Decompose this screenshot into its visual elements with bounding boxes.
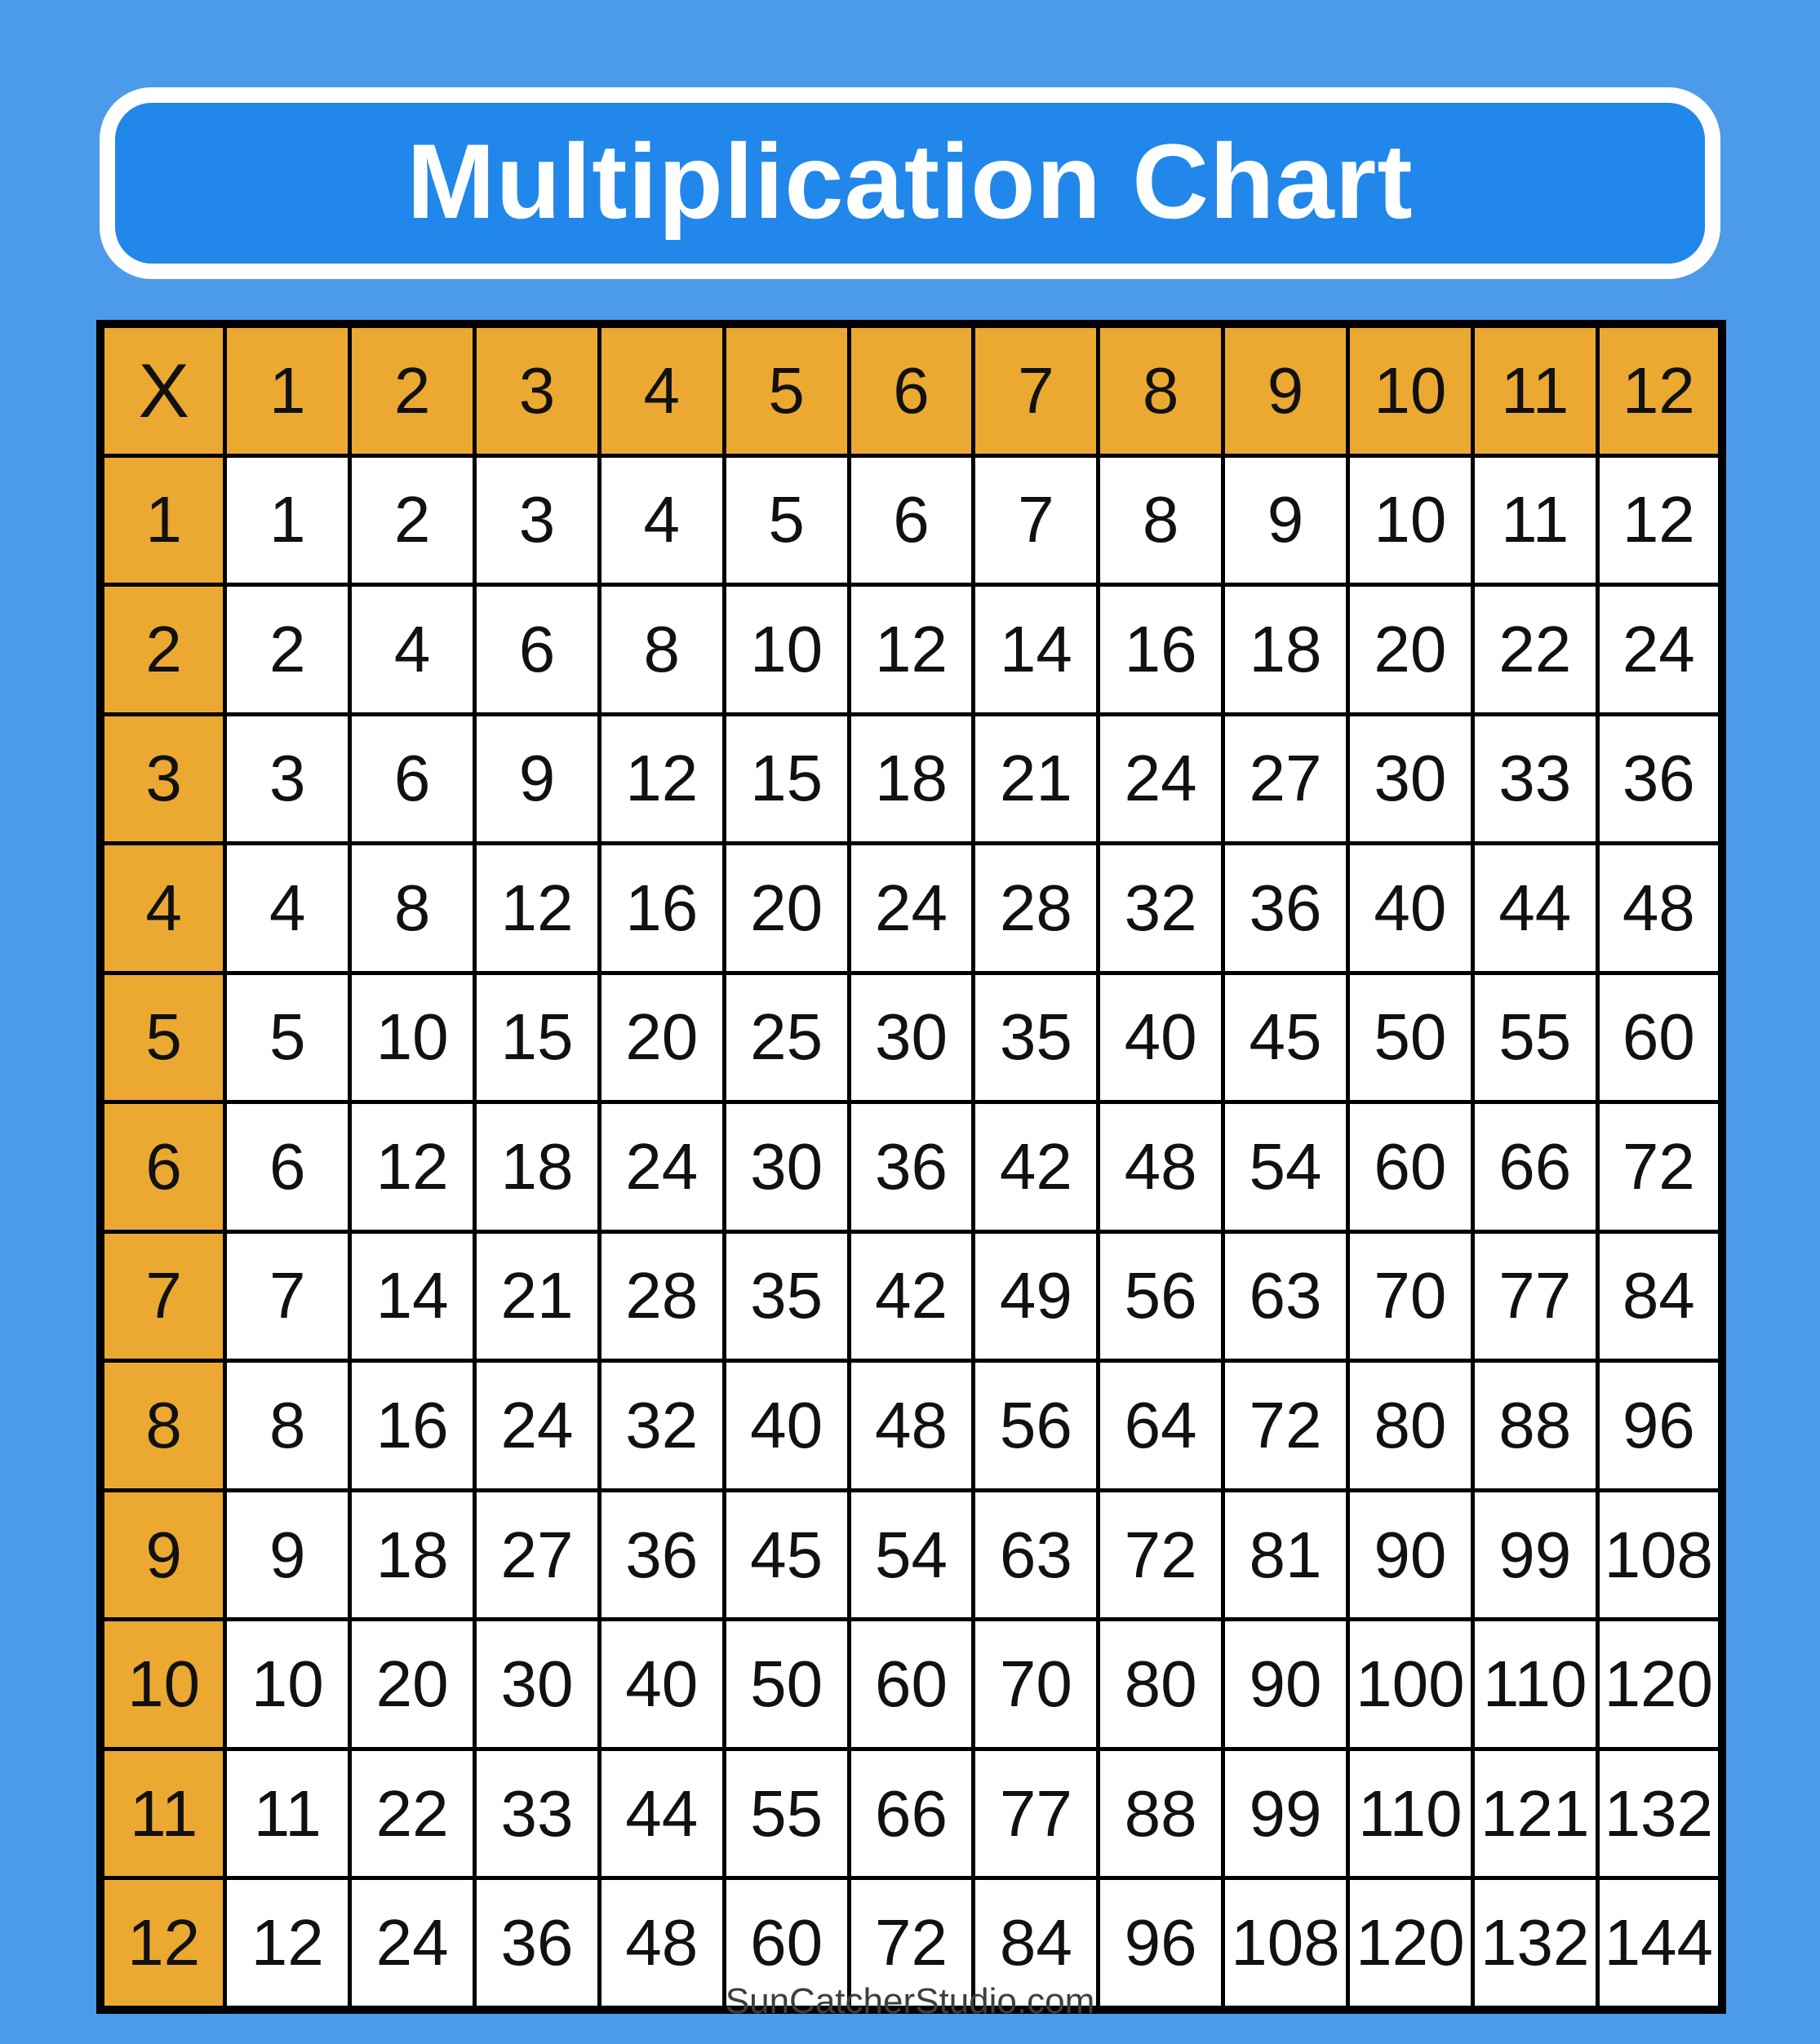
product-cell: 40 — [1347, 844, 1472, 973]
product-cell: 120 — [1597, 1620, 1722, 1749]
product-cell: 5 — [225, 973, 350, 1102]
product-cell: 88 — [1472, 1361, 1597, 1491]
table-row — [100, 714, 1722, 844]
column-header-cell: 5 — [724, 324, 849, 455]
product-cell: 12 — [225, 1878, 350, 2010]
product-cell: 7 — [974, 455, 1099, 585]
table-row — [100, 1102, 1722, 1232]
product-cell: 1 — [225, 455, 350, 585]
product-cell: 72 — [849, 1878, 974, 2010]
product-cell: 2 — [350, 455, 475, 585]
table-row — [100, 1231, 1722, 1361]
product-cell: 45 — [724, 1490, 849, 1620]
product-cell: 5 — [724, 455, 849, 585]
product-cell: 8 — [350, 844, 475, 973]
product-cell: 9 — [475, 714, 600, 844]
product-cell: 4 — [350, 585, 475, 715]
column-header-cell: 12 — [1597, 324, 1722, 455]
product-cell: 36 — [849, 1102, 974, 1232]
product-cell: 9 — [1223, 455, 1348, 585]
product-cell: 11 — [225, 1749, 350, 1878]
row-header-cell: 5 — [100, 973, 225, 1102]
product-cell: 30 — [1347, 714, 1472, 844]
product-cell: 70 — [974, 1620, 1099, 1749]
footer-credit: SunCatcherStudio.com — [725, 1981, 1095, 2021]
product-cell: 77 — [1472, 1231, 1597, 1361]
product-cell: 33 — [475, 1749, 600, 1878]
product-cell: 48 — [1597, 844, 1722, 973]
product-cell: 28 — [974, 844, 1099, 973]
product-cell: 3 — [475, 455, 600, 585]
product-cell: 60 — [1597, 973, 1722, 1102]
product-cell: 24 — [350, 1878, 475, 2010]
row-header-cell: 9 — [100, 1490, 225, 1620]
product-cell: 36 — [475, 1878, 600, 2010]
table-row — [100, 1620, 1722, 1749]
product-cell: 12 — [475, 844, 600, 973]
product-cell: 18 — [475, 1102, 600, 1232]
product-cell: 3 — [225, 714, 350, 844]
product-cell: 28 — [599, 1231, 724, 1361]
product-cell: 24 — [599, 1102, 724, 1232]
product-cell: 20 — [599, 973, 724, 1102]
product-cell: 88 — [1099, 1749, 1223, 1878]
column-header-cell: 11 — [1472, 324, 1597, 455]
row-header-cell: 4 — [100, 844, 225, 973]
product-cell: 24 — [1597, 585, 1722, 715]
product-cell: 100 — [1347, 1620, 1472, 1749]
product-cell: 45 — [1223, 973, 1348, 1102]
product-cell: 80 — [1347, 1361, 1472, 1491]
product-cell: 36 — [1223, 844, 1348, 973]
product-cell: 14 — [974, 585, 1099, 715]
product-cell: 44 — [599, 1749, 724, 1878]
product-cell: 50 — [724, 1620, 849, 1749]
product-cell: 32 — [1099, 844, 1223, 973]
product-cell: 63 — [1223, 1231, 1348, 1361]
product-cell: 12 — [350, 1102, 475, 1232]
product-cell: 20 — [350, 1620, 475, 1749]
product-cell: 16 — [1099, 585, 1223, 715]
table-row — [100, 1749, 1722, 1878]
product-cell: 120 — [1347, 1878, 1472, 2010]
product-cell: 2 — [225, 585, 350, 715]
product-cell: 56 — [974, 1361, 1099, 1491]
column-header-cell: 7 — [974, 324, 1099, 455]
product-cell: 54 — [1223, 1102, 1348, 1232]
column-header-cell: 8 — [1099, 324, 1223, 455]
product-cell: 144 — [1597, 1878, 1722, 2010]
product-cell: 40 — [599, 1620, 724, 1749]
product-cell: 60 — [1347, 1102, 1472, 1232]
product-cell: 132 — [1597, 1749, 1722, 1878]
product-cell: 132 — [1472, 1878, 1597, 2010]
product-cell: 9 — [225, 1490, 350, 1620]
product-cell: 12 — [1597, 455, 1722, 585]
product-cell: 8 — [1099, 455, 1223, 585]
row-header-cell: 3 — [100, 714, 225, 844]
row-header-cell: 8 — [100, 1361, 225, 1491]
product-cell: 110 — [1472, 1620, 1597, 1749]
product-cell: 84 — [974, 1878, 1099, 2010]
table-row — [100, 455, 1722, 585]
row-header-cell: 7 — [100, 1231, 225, 1361]
product-cell: 64 — [1099, 1361, 1223, 1491]
product-cell: 60 — [724, 1878, 849, 2010]
row-header-cell: 1 — [100, 455, 225, 585]
product-cell: 21 — [475, 1231, 600, 1361]
product-cell: 50 — [1347, 973, 1472, 1102]
product-cell: 10 — [724, 585, 849, 715]
product-cell: 66 — [1472, 1102, 1597, 1232]
column-header-cell: 6 — [849, 324, 974, 455]
product-cell: 33 — [1472, 714, 1597, 844]
product-cell: 48 — [1099, 1102, 1223, 1232]
product-cell: 81 — [1223, 1490, 1348, 1620]
header-row — [100, 324, 1722, 455]
row-header-cell: 10 — [100, 1620, 225, 1749]
product-cell: 8 — [599, 585, 724, 715]
product-cell: 72 — [1099, 1490, 1223, 1620]
product-cell: 30 — [724, 1102, 849, 1232]
row-header-cell: 6 — [100, 1102, 225, 1232]
table-row — [100, 1490, 1722, 1620]
product-cell: 55 — [724, 1749, 849, 1878]
table-row — [100, 973, 1722, 1102]
product-cell: 110 — [1347, 1749, 1472, 1878]
product-cell: 10 — [1347, 455, 1472, 585]
product-cell: 121 — [1472, 1749, 1597, 1878]
product-cell: 90 — [1223, 1620, 1348, 1749]
title-banner — [100, 87, 1720, 279]
product-cell: 96 — [1597, 1361, 1722, 1491]
product-cell: 84 — [1597, 1231, 1722, 1361]
product-cell: 18 — [1223, 585, 1348, 715]
product-cell: 14 — [350, 1231, 475, 1361]
column-header-cell: 4 — [599, 324, 724, 455]
column-header-cell: 2 — [350, 324, 475, 455]
product-cell: 18 — [350, 1490, 475, 1620]
product-cell: 48 — [849, 1361, 974, 1491]
product-cell: 15 — [475, 973, 600, 1102]
product-cell: 10 — [225, 1620, 350, 1749]
product-cell: 40 — [1099, 973, 1223, 1102]
product-cell: 72 — [1597, 1102, 1722, 1232]
product-cell: 6 — [350, 714, 475, 844]
product-cell: 6 — [225, 1102, 350, 1232]
product-cell: 108 — [1223, 1878, 1348, 2010]
product-cell: 35 — [724, 1231, 849, 1361]
product-cell: 44 — [1472, 844, 1597, 973]
column-header-cell: 9 — [1223, 324, 1348, 455]
product-cell: 21 — [974, 714, 1099, 844]
product-cell: 15 — [724, 714, 849, 844]
product-cell: 22 — [350, 1749, 475, 1878]
product-cell: 36 — [1597, 714, 1722, 844]
product-cell: 4 — [225, 844, 350, 973]
product-cell: 8 — [225, 1361, 350, 1491]
product-cell: 20 — [1347, 585, 1472, 715]
product-cell: 25 — [724, 973, 849, 1102]
row-header-cell: 2 — [100, 585, 225, 715]
product-cell: 108 — [1597, 1490, 1722, 1620]
product-cell: 12 — [849, 585, 974, 715]
product-cell: 63 — [974, 1490, 1099, 1620]
product-cell: 30 — [849, 973, 974, 1102]
product-cell: 42 — [849, 1231, 974, 1361]
column-header-cell: 10 — [1347, 324, 1472, 455]
product-cell: 70 — [1347, 1231, 1472, 1361]
product-cell: 32 — [599, 1361, 724, 1491]
product-cell: 20 — [724, 844, 849, 973]
product-cell: 6 — [475, 585, 600, 715]
product-cell: 22 — [1472, 585, 1597, 715]
product-cell: 18 — [849, 714, 974, 844]
product-cell: 4 — [599, 455, 724, 585]
multiplication-table — [96, 320, 1726, 2014]
product-cell: 42 — [974, 1102, 1099, 1232]
product-cell: 24 — [475, 1361, 600, 1491]
product-cell: 60 — [849, 1620, 974, 1749]
product-cell: 48 — [599, 1878, 724, 2010]
product-cell: 24 — [1099, 714, 1223, 844]
product-cell: 27 — [475, 1490, 600, 1620]
table-row — [100, 585, 1722, 715]
table-row — [100, 844, 1722, 973]
product-cell: 56 — [1099, 1231, 1223, 1361]
column-header-cell: 3 — [475, 324, 600, 455]
product-cell: 99 — [1472, 1490, 1597, 1620]
row-header-cell: 12 — [100, 1878, 225, 2010]
product-cell: 10 — [350, 973, 475, 1102]
product-cell: 77 — [974, 1749, 1099, 1878]
product-cell: 7 — [225, 1231, 350, 1361]
product-cell: 40 — [724, 1361, 849, 1491]
column-header-cell: 1 — [225, 324, 350, 455]
product-cell: 16 — [350, 1361, 475, 1491]
product-cell: 11 — [1472, 455, 1597, 585]
product-cell: 99 — [1223, 1749, 1348, 1878]
product-cell: 16 — [599, 844, 724, 973]
corner-cell: X — [100, 324, 225, 455]
product-cell: 80 — [1099, 1620, 1223, 1749]
product-cell: 27 — [1223, 714, 1348, 844]
page-title: Multiplication Chart — [406, 121, 1414, 241]
product-cell: 6 — [849, 455, 974, 585]
product-cell: 24 — [849, 844, 974, 973]
row-header-cell: 11 — [100, 1749, 225, 1878]
product-cell: 30 — [475, 1620, 600, 1749]
product-cell: 72 — [1223, 1361, 1348, 1491]
product-cell: 55 — [1472, 973, 1597, 1102]
product-cell: 54 — [849, 1490, 974, 1620]
table-row — [100, 1361, 1722, 1491]
product-cell: 49 — [974, 1231, 1099, 1361]
product-cell: 35 — [974, 973, 1099, 1102]
product-cell: 90 — [1347, 1490, 1472, 1620]
product-cell: 96 — [1099, 1878, 1223, 2010]
product-cell: 12 — [599, 714, 724, 844]
product-cell: 66 — [849, 1749, 974, 1878]
product-cell: 36 — [599, 1490, 724, 1620]
